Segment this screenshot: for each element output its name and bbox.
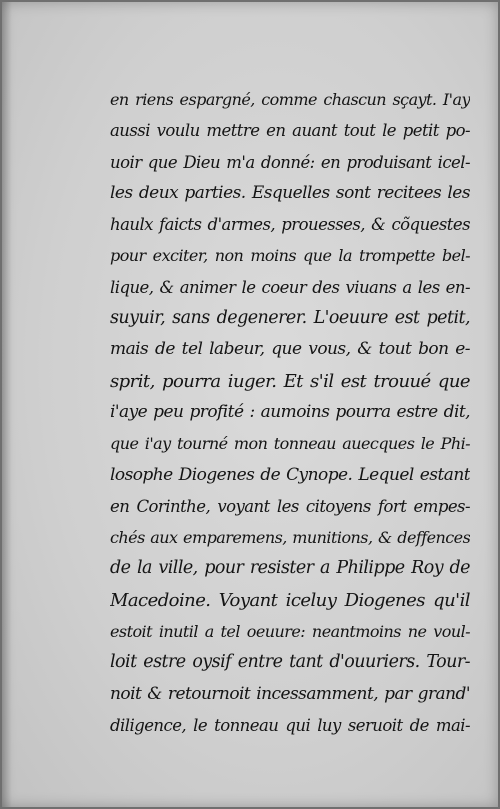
text-line: i'aye peu profité : aumoins pourra estre dit,: [110, 401, 470, 422]
text-line: diligence, le tonneau qui luy seruoit de mai-: [110, 715, 470, 735]
text-line: haulx faicts d'armes, prouesses, & cõquestes: [110, 215, 470, 235]
page-text: [110, 84, 470, 741]
text-line: suyuir, sans degenerer. L'oeuure est petit,: [110, 308, 470, 329]
text-line: lique, & animer le coeur des viuans a les en-: [110, 277, 470, 297]
text-line: noit & retournoit incessamment, par grand': [110, 683, 470, 704]
text-line: losophe Diogenes de Cynope. Lequel estant: [110, 464, 470, 485]
text-line: en Corinthe, voyant les citoyens fort empes-: [110, 496, 470, 516]
text-line: Macedoine. Voyant iceluy Diogenes qu'il: [110, 589, 470, 611]
text-line: en riens espargné, comme chascun sçayt. I'ay: [110, 90, 470, 109]
text-line: que i'ay tourné mon tonneau auecques le Phi-: [110, 434, 470, 454]
text-line: mais de tel labeur, que vous, & tout bon e-: [110, 339, 470, 360]
text-line: uoir que Dieu m'a donné: en produisant icel-: [110, 152, 470, 172]
text-line: de la ville, pour resister a Philippe Roy de: [110, 558, 470, 579]
text-line: aussi voulu mettre en auant tout le petit po-: [110, 121, 470, 141]
book-page: [2, 2, 498, 807]
text-line: chés aux emparemens, munitions, & deffences: [110, 528, 470, 548]
text-line: les deux parties. Esquelles sont recitees les: [110, 182, 470, 203]
text-line: pour exciter, non moins que la trompette bel-: [110, 246, 470, 266]
text-line: sprit, pourra iuger. Et s'il est trouué que: [110, 370, 470, 392]
text-line: loit estre oysif entre tant d'ouuriers. Tour-: [110, 652, 470, 673]
text-line: estoit inutil a tel oeuure: neantmoins ne voul-: [110, 622, 470, 642]
